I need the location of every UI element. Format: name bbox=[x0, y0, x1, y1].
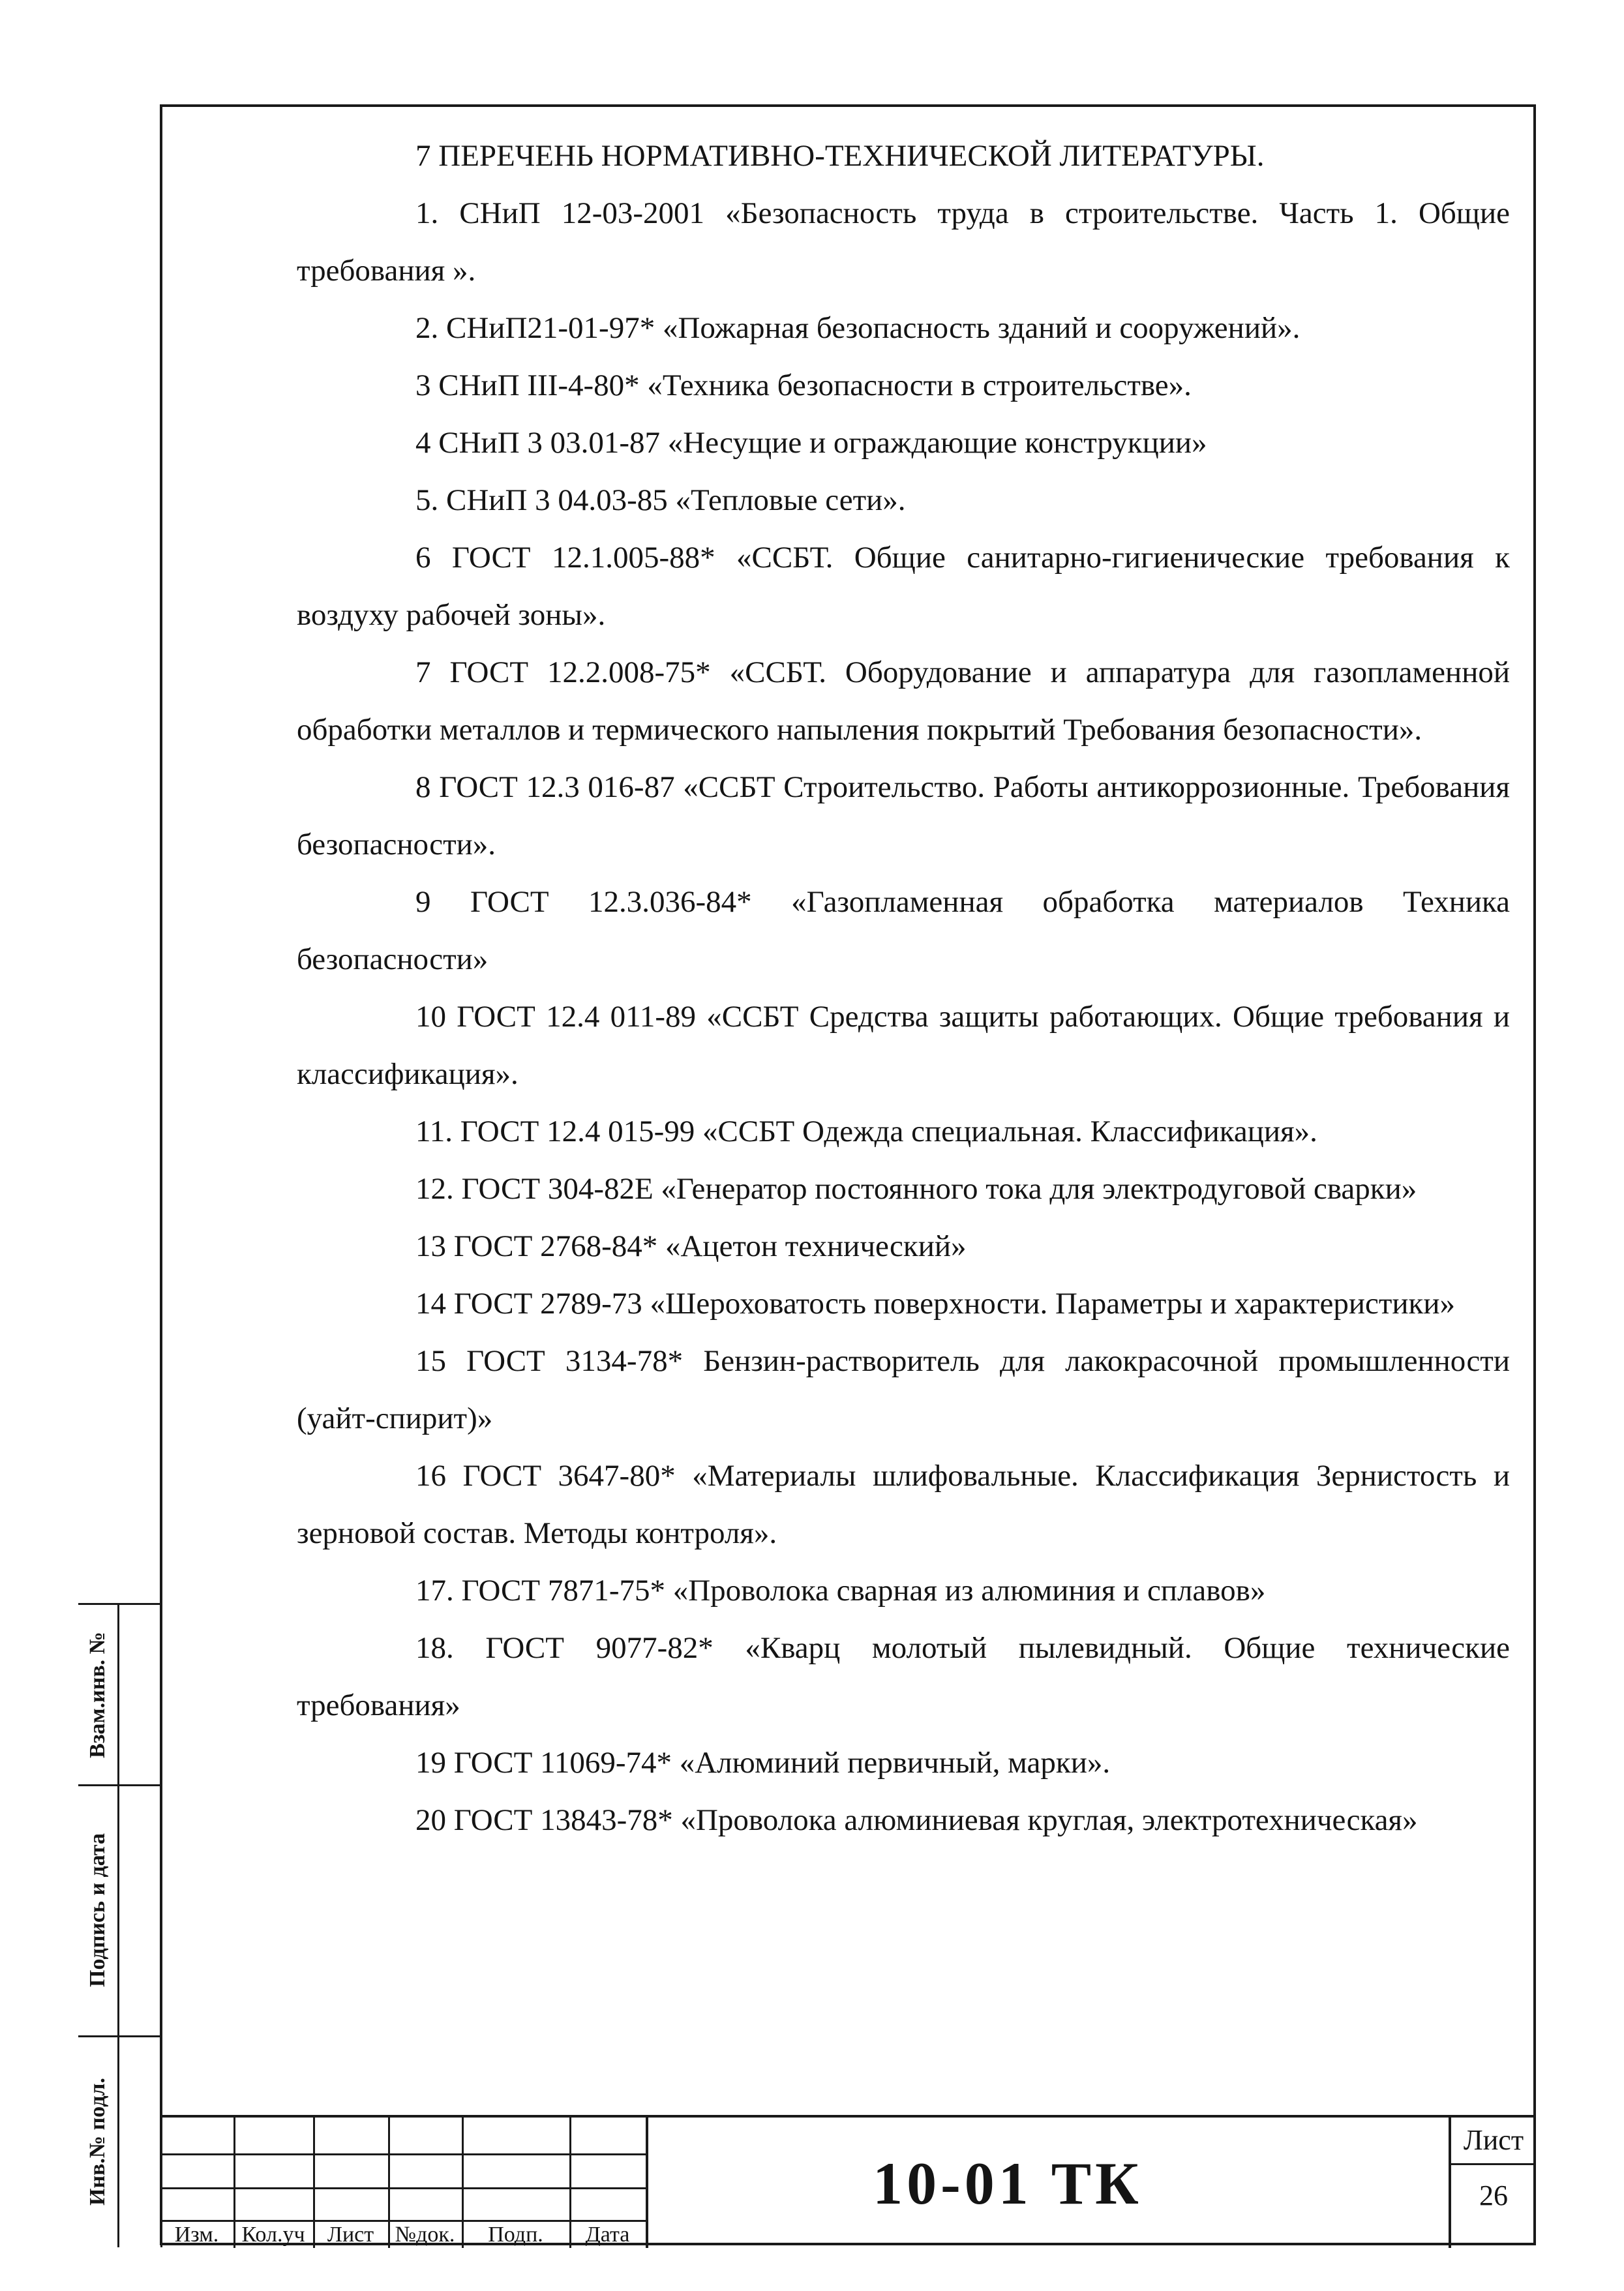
list-item: 19 ГОСТ 11069-74* «Алюминий первичный, марки». bbox=[415, 1746, 1111, 1780]
list-item: 15 ГОСТ 3134-78* Бензин-растворитель для лакокрасочной промышленности (уайт-спирит)» bbox=[297, 1344, 1510, 1435]
table-divider bbox=[160, 2153, 646, 2155]
document-code: 10-01 ТК bbox=[873, 2150, 1143, 2217]
table-divider bbox=[160, 2187, 646, 2189]
list-item: 7 ГОСТ 12.2.008-75* «ССБТ. Оборудование и аппаратура для газопламенной обработки металлов и термического напыления покрытий Требования безопасности». bbox=[297, 655, 1510, 747]
margin-stamp bbox=[78, 1603, 162, 2247]
section-heading: 7 ПЕРЕЧЕНЬ НОРМАТИВНО-ТЕХНИЧЕСКОЙ ЛИТЕРАТУРЫ. bbox=[415, 139, 1265, 173]
header-date: Дата bbox=[585, 2223, 630, 2247]
list-item: 16 ГОСТ 3647-80* «Материалы шлифовальные. Классификация Зернистость и зерновой состав. Методы контроля». bbox=[297, 1459, 1510, 1550]
list-item: 13 ГОСТ 2768-84* «Ацетон технический» bbox=[415, 1229, 967, 1263]
list-item: 10 ГОСТ 12.4 011-89 «ССБТ Средства защиты работающих. Общие требования и классификация». bbox=[297, 1000, 1510, 1091]
document-body bbox=[297, 127, 1510, 1849]
header-doc-number: №док. bbox=[395, 2223, 455, 2247]
list-item: 1. СНиП 12-03-2001 «Безопасность труда в строительстве. Часть 1. Общие требования ». bbox=[297, 196, 1510, 288]
list-item: 3 СНиП III-4-80* «Техника безопасности в строительстве». bbox=[415, 368, 1192, 402]
list-item: 4 СНиП 3 03.01-87 «Несущие и ограждающие конструкции» bbox=[415, 426, 1207, 460]
stamp-signature-date-label: Подпись и дата bbox=[85, 1833, 110, 1987]
title-block bbox=[160, 2115, 1536, 2248]
list-item: 11. ГОСТ 12.4 015-99 «ССБТ Одежда специальная. Классификация». bbox=[415, 1115, 1317, 1148]
revision-table bbox=[160, 2118, 648, 2248]
stamp-divider bbox=[117, 1605, 119, 2247]
stamp-replaced-inventory-label: Взам.инв. № bbox=[85, 1631, 110, 1758]
list-item: 2. СНиП21-01-97* «Пожарная безопасность зданий и сооружений». bbox=[415, 311, 1301, 345]
list-item: 12. ГОСТ 304-82Е «Генератор постоянного тока для электродуговой сварки» bbox=[415, 1172, 1417, 1206]
header-kol-uch: Кол.уч bbox=[241, 2223, 305, 2247]
list-item: 14 ГОСТ 2789-73 «Шероховатость поверхности. Параметры и характеристики» bbox=[415, 1287, 1456, 1321]
sheet-label: Лист bbox=[1451, 2118, 1536, 2165]
sheet-number: 26 bbox=[1479, 2179, 1508, 2211]
list-item: 5. СНиП 3 04.03-85 «Тепловые сети». bbox=[415, 483, 906, 517]
stamp-original-inventory-label: Инв.№ подл. bbox=[85, 2077, 110, 2206]
list-item: 6 ГОСТ 12.1.005-88* «ССБТ. Общие санитарно-гигиенические требования к воздуху рабочей зоны». bbox=[297, 541, 1510, 632]
header-signature: Подп. bbox=[488, 2223, 543, 2247]
list-item: 18. ГОСТ 9077-82* «Кварц молотый пылевидный. Общие технические требования» bbox=[297, 1631, 1510, 1722]
sheet-cell bbox=[1449, 2118, 1536, 2248]
list-item: 8 ГОСТ 12.3 016-87 «ССБТ Строительство. Работы антикоррозионные. Требования безопасности». bbox=[297, 770, 1510, 861]
list-item: 9 ГОСТ 12.3.036-84* «Газопламенная обработка материалов Техника безопасности» bbox=[297, 885, 1510, 976]
list-item: 20 ГОСТ 13843-78* «Проволока алюминиевая круглая, электротехническая» bbox=[415, 1803, 1418, 1837]
list-item: 17. ГОСТ 7871-75* «Проволока сварная из алюминия и сплавов» bbox=[415, 1574, 1266, 1608]
header-izm: Изм. bbox=[174, 2223, 219, 2247]
header-list: Лист bbox=[327, 2223, 374, 2247]
